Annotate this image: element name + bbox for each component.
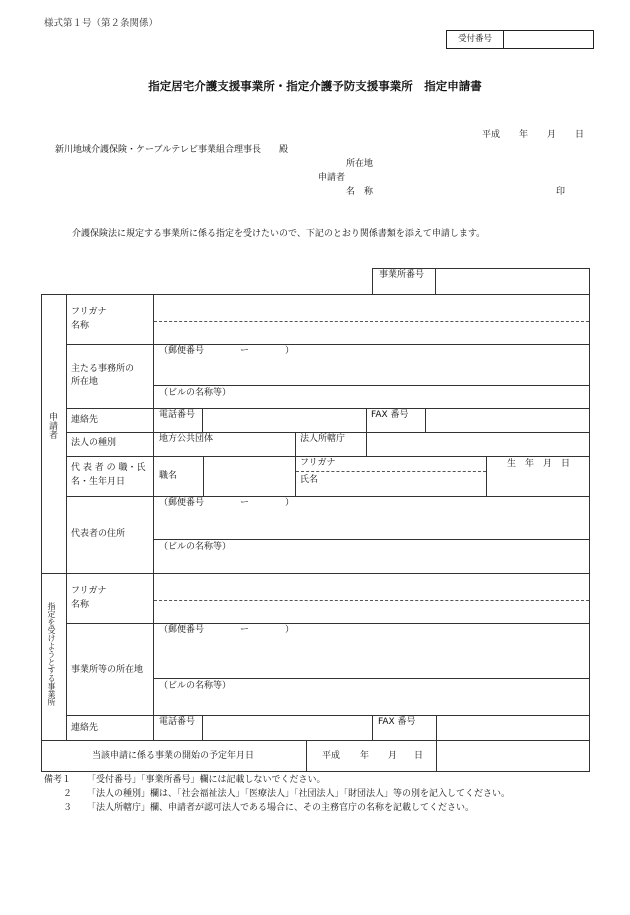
- birth-date-label: 生 年 月 日: [507, 459, 571, 469]
- main-office-postal: （郵便番号 ー ）: [159, 346, 295, 356]
- notes-heading: 備考１: [44, 775, 72, 785]
- receipt-number-label: 受付番号: [447, 31, 504, 48]
- form-label: 様式第１号（第２条関係）: [44, 18, 159, 29]
- office-postal: （郵便番号 ー ）: [159, 625, 295, 635]
- office-furigana-label: フリガナ: [71, 586, 107, 596]
- contact-label: 連絡先: [71, 415, 99, 425]
- furigana-label: フリガナ: [71, 307, 107, 317]
- position-label: 職名: [159, 471, 178, 481]
- note-2: 「法人の種別」欄は、「社会福祉法人」「医療法人」「社団法人」「財団法人」等の別を記入してください。: [87, 789, 511, 799]
- date-era: 平成: [482, 130, 501, 140]
- name-label: 名称: [71, 321, 90, 331]
- date-month: 月: [547, 130, 557, 140]
- phone-label: 電話番号: [159, 410, 196, 420]
- intro-text: 介護保険法に規定する事業所に係る指定を受けたいので、下記のとおり関係書類を添えて申請します。: [72, 229, 486, 239]
- office-section-label: 指定を受けようとする事業所: [47, 602, 56, 706]
- note-2-number: ２: [63, 789, 73, 799]
- main-office-label-1: 主たる事務所の: [71, 364, 135, 374]
- start-date-label: 当該申請に係る事業の開始の予定年月日: [92, 751, 255, 761]
- start-date-year: 年: [360, 751, 370, 761]
- rep-name-label: 氏名: [300, 475, 319, 485]
- office-contact-label: 連絡先: [71, 723, 99, 733]
- page-title: 指定居宅介護支援事業所・指定介護予防支援事業所 指定申請書: [148, 79, 482, 93]
- start-date-day: 日: [414, 751, 424, 761]
- rep-address-label: 代表者の住所: [71, 529, 126, 539]
- office-location-label: 事業所等の所在地: [71, 665, 144, 675]
- corp-type-value: 地方公共団体: [159, 434, 214, 444]
- note-1: 「受付番号」「事業所番号」欄には記載しないでください。: [87, 775, 326, 785]
- main-office-label-2: 所在地: [71, 377, 99, 387]
- note-3: 「法人所轄庁」欄、申請者が認可法人である場合に、その主務官庁の名称を記載してください。: [87, 803, 475, 813]
- start-date-month: 月: [388, 751, 398, 761]
- addressee: 新川地域介護保険・ケーブルテレビ事業組合理事長 殿: [55, 145, 289, 155]
- representative-label-2: 名・生年月日: [71, 477, 126, 487]
- office-fax-label: FAX 番号: [378, 717, 416, 727]
- note-3-number: ３: [63, 803, 73, 813]
- applicant-location-label: 所在地: [346, 159, 374, 169]
- rep-furigana-label: フリガナ: [300, 458, 336, 468]
- rep-postal: （郵便番号 ー ）: [159, 498, 295, 508]
- representative-label-1: 代 表 者 の 職・氏: [71, 463, 146, 473]
- applicant-name-label: 名 称: [346, 187, 374, 197]
- office-phone-label: 電話番号: [159, 717, 196, 727]
- main-office-building: （ビルの名称等）: [159, 388, 232, 398]
- office-building: （ビルの名称等）: [159, 681, 232, 691]
- date-year: 年: [519, 130, 529, 140]
- seal-label: 印: [556, 187, 566, 197]
- start-date-era: 平成: [322, 751, 341, 761]
- corp-type-label: 法人の種別: [71, 438, 117, 448]
- rep-building: （ビルの名称等）: [159, 542, 232, 552]
- office-name-label: 名称: [71, 600, 90, 610]
- date-day: 日: [575, 130, 585, 140]
- fax-label: FAX 番号: [371, 410, 409, 420]
- applicant-section-label: 申請者: [47, 412, 57, 439]
- applicant-label: 申請者: [318, 173, 346, 183]
- corp-authority-label: 法人所轄庁: [300, 434, 346, 444]
- office-number-label: 事業所番号: [379, 270, 425, 280]
- receipt-number-box: [446, 30, 594, 49]
